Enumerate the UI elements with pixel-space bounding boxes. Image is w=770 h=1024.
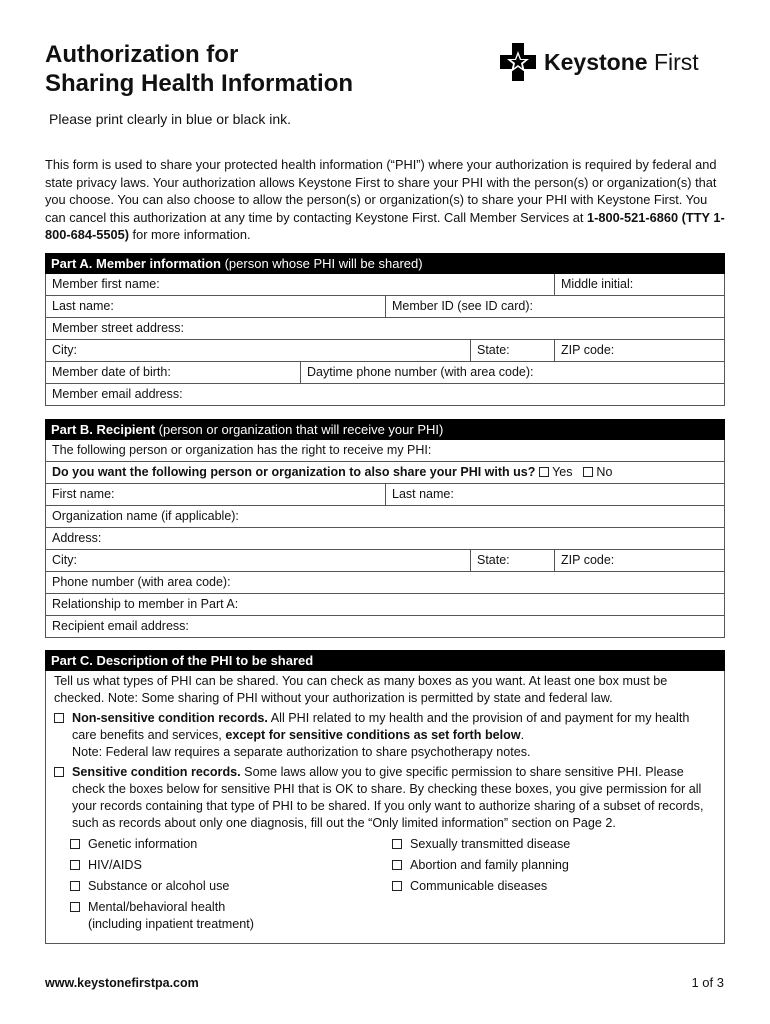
option-mental-health: Mental/behavioral health (including inpatient treatment): [70, 899, 392, 933]
member-services-phone: 1-800-521-6860 (TTY 1-800-684-5505): [45, 209, 725, 242]
recipient-org-field[interactable]: Organization name (if applicable):: [52, 509, 239, 523]
yes-checkbox[interactable]: [539, 467, 549, 477]
sensitive-option: [54, 764, 716, 832]
option-hiv: HIV/AIDS: [70, 857, 392, 874]
part-c-body: [45, 671, 725, 944]
member-name-row: [45, 274, 725, 296]
logo-text: Keystone First: [544, 48, 699, 75]
option-genetic: Genetic information: [70, 836, 392, 853]
member-phone-field[interactable]: Daytime phone number (with area code):: [300, 362, 724, 383]
recipient-org-row: [45, 506, 725, 528]
member-email-field[interactable]: Member email address:: [52, 387, 183, 401]
page-title: [45, 40, 465, 98]
member-state-field[interactable]: State:: [470, 340, 554, 361]
share-back-question-row: [45, 462, 725, 484]
sensitive-options-right: [392, 836, 714, 937]
intro-paragraph: This form is used to share your protected health information (“PHI”) where your authorization is required by federal and state privacy laws. Your authorization allows Keystone First to share your PHI with the person(s) or organization(s) that you choose. You can also choose to allow the person(s) or organization(s) to share your PHI with Keystone First. You can cancel this authorization at any time by contacting Keystone First. Call Member Services at 1-800-521-6860 (TTY 1-800-684-5505) for more information.: [45, 157, 725, 242]
option-abortion: Abortion and family planning: [392, 857, 714, 874]
member-email-row: [45, 384, 725, 406]
ink-instruction: Please print clearly in blue or black ink.: [49, 111, 292, 127]
recipient-relationship-row: [45, 594, 725, 616]
mental-health-checkbox[interactable]: [70, 902, 80, 912]
member-last-name-row: [45, 296, 725, 318]
member-dob-row: [45, 362, 725, 384]
communicable-checkbox[interactable]: [392, 881, 402, 891]
sensitive-text: Sensitive condition records. Some laws allow you to give specific permission to share sensitive PHI. Please check the boxes below for sensitive PHI that is OK to share. By checking these boxes, you give permission for all your records containing that type of PHI to be shared. If you only want to authorize sharing of a subset of records, such as records about only one diagnosis, fill out the “Only limited information” section on Page 2.: [72, 765, 704, 830]
member-id-field[interactable]: Member ID (see ID card):: [385, 296, 724, 317]
footer-url[interactable]: www.keystonefirstpa.com: [45, 976, 199, 990]
recipient-state-field[interactable]: State:: [470, 550, 554, 571]
hiv-checkbox[interactable]: [70, 860, 80, 870]
member-last-name-field[interactable]: Last name:: [52, 299, 114, 313]
option-std: Sexually transmitted disease: [392, 836, 714, 853]
recipient-address-row: [45, 528, 725, 550]
title-line-1: Authorization for: [45, 41, 239, 68]
member-city-row: [45, 340, 725, 362]
sensitive-options-left: [70, 836, 392, 937]
no-label: No: [596, 465, 613, 479]
share-back-question: Do you want the following person or organization to also share your PHI with us? Yes No: [52, 465, 613, 479]
genetic-checkbox[interactable]: [70, 839, 80, 849]
keystone-first-logo: [500, 40, 699, 84]
title-line-2: Sharing Health Information: [45, 70, 354, 97]
recipient-name-row: [45, 484, 725, 506]
member-middle-initial-field[interactable]: Middle initial:: [554, 274, 724, 295]
recipient-email-field[interactable]: Recipient email address:: [52, 619, 189, 633]
member-dob-field[interactable]: Member date of birth:: [52, 365, 171, 379]
nonsensitive-text: Non-sensitive condition records. All PHI related to my health and the provision of and payment for my health care benefits and services, except for sensitive conditions as set forth below. Note: Federal law requires a separate authorization to share psychotherapy notes.: [72, 711, 690, 759]
part-b-header: Part B. Recipient (person or organization that will receive your PHI): [45, 419, 725, 440]
recipient-first-name-field[interactable]: First name:: [52, 487, 115, 501]
part-c-intro: Tell us what types of PHI can be shared. You can check as many boxes as you want. At least one box must be checked. Note: Some sharing of PHI without your authorization is permitted by state and federal law.: [54, 674, 668, 705]
member-first-name-field[interactable]: Member first name:: [52, 277, 160, 291]
member-street-address-field[interactable]: Member street address:: [52, 321, 184, 335]
part-a-section: [45, 253, 725, 406]
recipient-city-field[interactable]: City:: [52, 553, 77, 567]
substance-checkbox[interactable]: [70, 881, 80, 891]
recipient-address-field[interactable]: Address:: [52, 531, 102, 545]
recipient-right-row: [45, 440, 725, 462]
nonsensitive-checkbox[interactable]: [54, 713, 64, 723]
recipient-phone-row: [45, 572, 725, 594]
psychotherapy-note: Note: Federal law requires a separate authorization to share psychotherapy notes.: [72, 745, 531, 759]
recipient-last-name-field[interactable]: Last name:: [385, 484, 724, 505]
std-checkbox[interactable]: [392, 839, 402, 849]
page-number: 1 of 3: [691, 975, 724, 990]
keystone-cross-icon: [500, 43, 536, 81]
recipient-phone-field[interactable]: Phone number (with area code):: [52, 575, 231, 589]
part-c-section: [45, 650, 725, 944]
sensitive-sub-options: [70, 836, 716, 937]
member-city-field[interactable]: City:: [52, 343, 77, 357]
recipient-zip-field[interactable]: ZIP code:: [554, 550, 724, 571]
yes-label: Yes: [552, 465, 573, 479]
abortion-checkbox[interactable]: [392, 860, 402, 870]
member-zip-field[interactable]: ZIP code:: [554, 340, 724, 361]
recipient-city-row: [45, 550, 725, 572]
option-communicable: Communicable diseases: [392, 878, 714, 895]
recipient-email-row: [45, 616, 725, 638]
recipient-relationship-field[interactable]: Relationship to member in Part A:: [52, 597, 239, 611]
recipient-right-text: The following person or organization has the right to receive my PHI:: [52, 443, 432, 457]
option-substance: Substance or alcohol use: [70, 878, 392, 895]
part-a-header: Part A. Member information (person whose PHI will be shared): [45, 253, 725, 274]
sensitive-checkbox[interactable]: [54, 767, 64, 777]
no-checkbox[interactable]: [583, 467, 593, 477]
nonsensitive-option: [54, 710, 716, 761]
part-b-section: [45, 419, 725, 638]
part-c-header: Part C. Description of the PHI to be shared: [45, 650, 725, 671]
member-address-row: [45, 318, 725, 340]
